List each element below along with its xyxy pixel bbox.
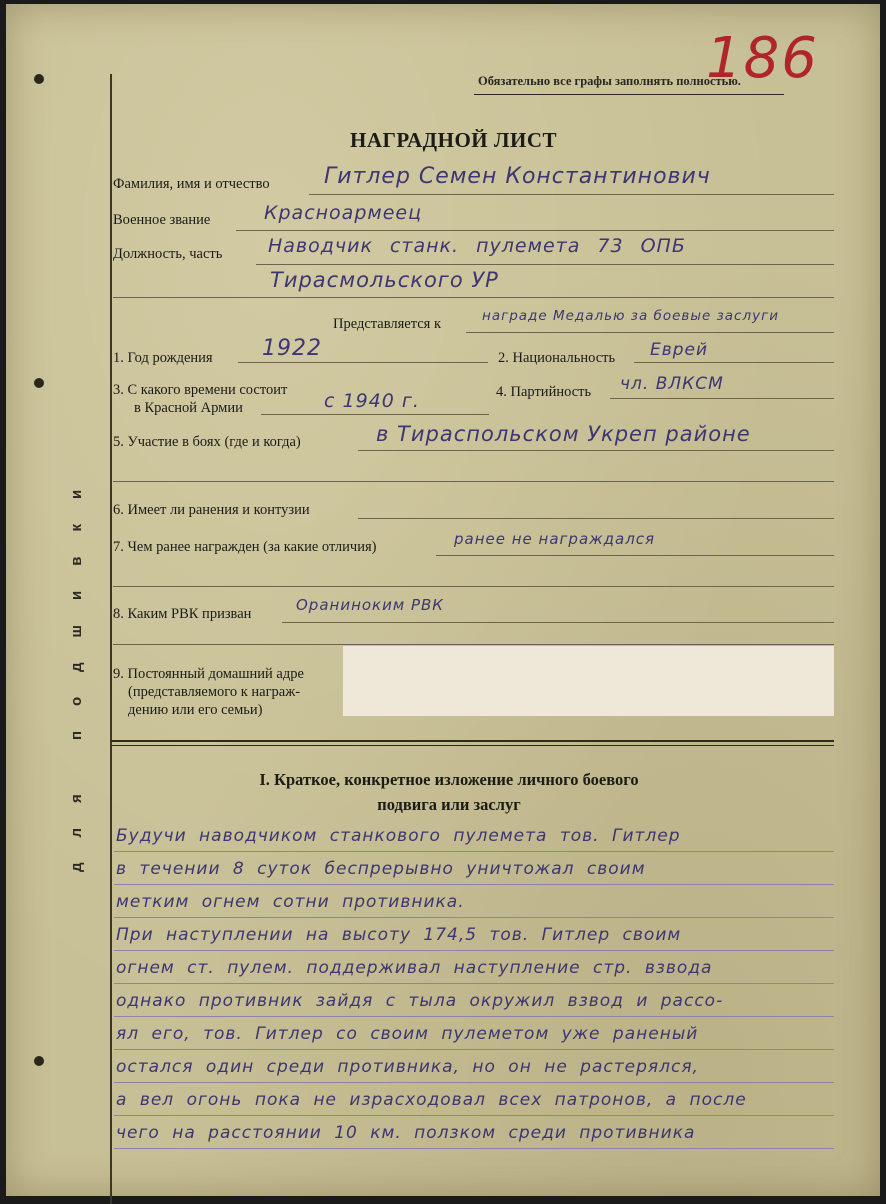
rank-value: Красноармеец: [264, 202, 423, 224]
army-since-line: [261, 414, 489, 415]
birth-year-line: [238, 362, 488, 363]
party-value: чл. ВЛКСМ: [620, 374, 724, 394]
prev-awards-line-2: [113, 586, 834, 587]
narrative-line: метким огнем сотни противника.: [116, 892, 465, 912]
binding-hole: [34, 378, 44, 388]
wounds-label: 6. Имеет ли ранения и контузии: [113, 502, 310, 518]
rvk-value: Ораниноким РВК: [296, 596, 444, 614]
battles-label: 5. Участие в боях (где и когда): [113, 434, 301, 450]
rank-label: Военное звание: [113, 212, 211, 228]
nationality-line: [634, 362, 834, 363]
narrative-line: чего на расстоянии 10 км. ползком среди противника: [116, 1123, 696, 1143]
binding-margin-line: [110, 74, 112, 1204]
party-label: 4. Партийность: [496, 384, 592, 400]
narrative-rule: [114, 1049, 834, 1050]
award-sheet-paper: [6, 4, 880, 1196]
rvk-label: 8. Каким РВК призван: [113, 606, 252, 622]
narrative-rule: [114, 851, 834, 852]
fio-value: Гитлер Семен Константинович: [324, 164, 711, 189]
narrative-line: При наступлении на высоту 174,5 тов. Гитлер своим: [116, 925, 682, 945]
binding-hole: [34, 74, 44, 84]
presented-value: награде Медалью за боевые заслуги: [482, 308, 779, 324]
rvk-line: [282, 622, 834, 623]
narrative-rule: [114, 917, 834, 918]
nationality-value: Еврей: [650, 340, 709, 360]
birth-year-label: 1. Год рождения: [113, 350, 213, 366]
narrative-line: ял его, тов. Гитлер со своим пулеметом уже раненый: [116, 1024, 699, 1044]
battles-value: в Тираспольском Укреп районе: [376, 422, 751, 446]
narrative-rule: [114, 1148, 834, 1149]
section-divider: [111, 740, 834, 742]
battles-line-2: [113, 481, 834, 482]
army-since-value: с 1940 г.: [324, 390, 420, 412]
birth-year-value: 1922: [262, 336, 322, 361]
army-since-label-1: 3. С какого времени состоит: [113, 382, 288, 398]
section-heading-2: подвига или заслуг: [377, 795, 521, 814]
side-label: для подшивки: [68, 464, 85, 872]
address-label-3: дению или его семьи): [128, 702, 263, 718]
top-note: Обязательно все графы заполнять полностью.: [478, 74, 741, 88]
narrative-rule: [114, 884, 834, 885]
prev-awards-value: ранее не награждался: [454, 530, 656, 548]
narrative-rule: [114, 983, 834, 984]
wounds-line: [358, 518, 834, 519]
binding-hole: [34, 1056, 44, 1066]
position-label: Должность, часть: [113, 246, 223, 262]
section-heading-1: I. Краткое, конкретное изложение личного боевого: [259, 770, 639, 789]
narrative-line: остался один среди противника, но он не растерялся,: [116, 1057, 699, 1077]
section-divider: [111, 745, 834, 746]
party-line: [610, 398, 834, 399]
address-label-1: 9. Постоянный домашний адре: [113, 666, 304, 682]
narrative-line: огнем ст. пулем. поддерживал наступление стр. взвода: [116, 958, 713, 978]
battles-line: [358, 450, 834, 451]
narrative-line: в течении 8 суток беспрерывно уничтожал своим: [116, 859, 646, 879]
fio-label: Фамилия, имя и отчество: [113, 176, 270, 192]
narrative-rule: [114, 1016, 834, 1017]
page-title: НАГРАДНОЙ ЛИСТ: [350, 128, 558, 152]
rank-line: [236, 230, 834, 231]
address-label-2: (представляемого к награж-: [128, 684, 301, 700]
nationality-label: 2. Национальность: [498, 350, 616, 366]
narrative-line: а вел огонь пока не израсходовал всех патронов, а после: [116, 1090, 747, 1110]
narrative-line: однако противник зайдя с тыла окружил взвод и рассо-: [116, 991, 724, 1011]
presented-line: [466, 332, 834, 333]
top-note-underline: [474, 94, 784, 95]
army-since-label-2: в Красной Армии: [134, 400, 243, 416]
position-line-2: [113, 297, 834, 298]
presented-label: Представляется к: [333, 316, 442, 332]
prev-awards-label: 7. Чем ранее награжден (за какие отличия): [113, 539, 377, 555]
position-value: Наводчик станк. пулемета 73 ОПБ: [268, 235, 686, 257]
narrative-line: Будучи наводчиком станкового пулемета тов. Гитлер: [116, 826, 681, 846]
position-line: [256, 264, 834, 265]
fio-line: [309, 194, 834, 195]
address-redaction: [343, 646, 834, 716]
position-value-2: Тирасмольского УР: [270, 268, 499, 292]
narrative-rule: [114, 1082, 834, 1083]
narrative-rule: [114, 1115, 834, 1116]
narrative-rule: [114, 950, 834, 951]
page-number-hand: 186: [706, 26, 819, 91]
prev-awards-line: [436, 555, 834, 556]
rvk-line-2: [113, 644, 834, 645]
